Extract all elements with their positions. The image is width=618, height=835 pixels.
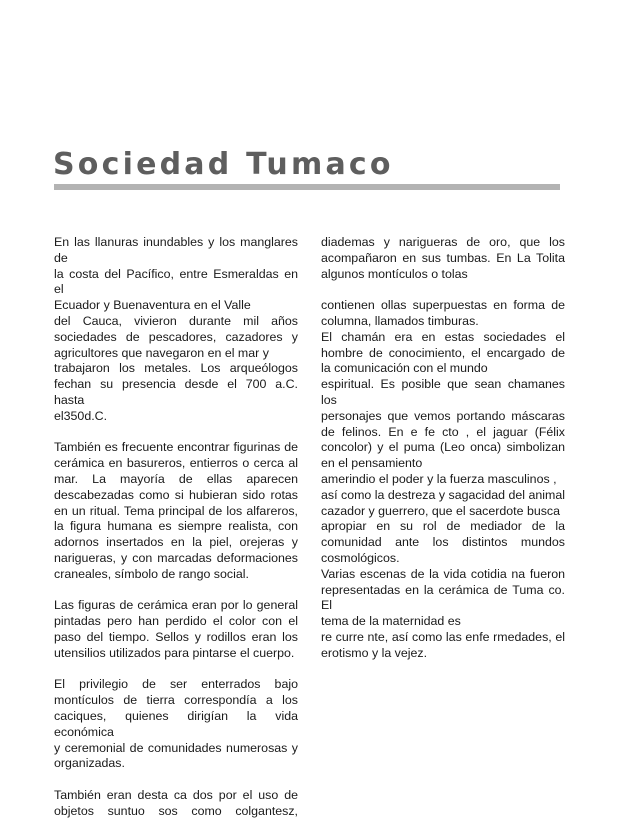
- text-line: agricultores que navegaron en el mar y: [54, 345, 269, 360]
- text-line: contienen ollas superpuestas en forma de: [321, 298, 565, 313]
- text-line: pintadas pero han perdido el color con el: [54, 614, 298, 629]
- page-title: Sociedad Tumaco: [53, 147, 394, 182]
- text-line: cazador y guerrero, que el sacerdote busca: [321, 503, 561, 518]
- text-line: Ecuador y Buenaventura en el Valle: [54, 298, 251, 313]
- text-line: acompañaron en sus tumbas. En La Tolita: [321, 250, 565, 265]
- text-line: la figura humana es siempre realista, con: [54, 519, 298, 534]
- text-line: El chamán era en estas sociedades el: [321, 329, 565, 344]
- text-line: mar. La mayoría de ellas aparecen: [54, 471, 298, 486]
- text-line: El privilegio de ser enterrados bajo: [54, 677, 298, 692]
- text-line: representadas en la cerámica de Tuma co. El: [321, 582, 565, 613]
- text-line: columna, llamados timburas.: [321, 313, 479, 328]
- text-line: narigueras, y con marcadas deformaciones: [54, 550, 298, 565]
- text-line: tema de la maternidad es: [321, 614, 461, 629]
- text-line: sociedades de pescadores, cazadores y: [54, 329, 298, 344]
- paragraph: [321, 298, 565, 661]
- text-line: caciques, quienes dirigían la vida económica: [54, 708, 298, 739]
- paragraph: [321, 235, 565, 282]
- text-line: Las figuras de cerámica eran por lo general: [54, 598, 298, 613]
- text-line: trabajaron los metales. Los arqueólogos: [54, 361, 298, 376]
- paragraph: [54, 598, 298, 661]
- right-column: [321, 235, 565, 662]
- text-line: y ceremonial de comunidades numerosas y: [54, 740, 298, 755]
- text-line: re curre nte, así como las enfe rmedades, el: [321, 629, 565, 644]
- text-line: objetos suntuo sos como colgantesz,: [54, 803, 298, 818]
- text-line: utensilios utilizados para pintarse el cuerpo.: [54, 645, 295, 660]
- text-line: concolor) y el puma (Leo onca) simbolizan: [321, 440, 565, 455]
- text-line: Varias escenas de la vida cotidia na fueron: [321, 566, 565, 581]
- text-line: comunidad ante los distintos mundos: [321, 535, 565, 550]
- text-line: personajes que vemos portando máscaras: [321, 408, 565, 423]
- text-line: erotismo y la vejez.: [321, 645, 428, 660]
- paragraph: [54, 440, 298, 582]
- text-line: hombre de conocimiento, el encargado de: [321, 345, 565, 360]
- text-line: paso del tiempo. Sellos y rodillos eran los: [54, 629, 298, 644]
- paragraph: [54, 235, 298, 425]
- text-line: montículos de tierra correspondía a los: [54, 693, 298, 708]
- paragraph: [54, 788, 298, 820]
- text-line: fechan su presencia desde el 700 a.C. hasta: [54, 377, 298, 407]
- text-line: diademas y narigueras de oro, que los: [321, 235, 565, 249]
- text-line: así como la destreza y sagacidad del animal: [321, 487, 565, 502]
- text-line: organizadas.: [54, 756, 125, 771]
- text-line: algunos montículos o tolas: [321, 266, 468, 281]
- text-line: También es frecuente encontrar figurinas de: [54, 440, 298, 455]
- text-line: en el pensamiento: [321, 456, 423, 471]
- text-line: apropiar en su rol de mediador de la: [321, 519, 565, 534]
- text-line: En las llanuras inundables y los manglares de: [54, 235, 298, 265]
- text-line: adornos insertados en la piel, orejeras y: [54, 535, 298, 550]
- text-line: el350d.C.: [54, 408, 108, 423]
- text-line: cosmológicos.: [321, 550, 400, 565]
- text-line: del Cauca, vivieron durante mil años: [54, 313, 298, 328]
- text-line: espiritual. Es posible que sean chamanes los: [321, 377, 565, 407]
- text-line: amerindio el poder y la fuerza masculinos ,: [321, 471, 557, 486]
- text-line: en un ritual. Tema principal de los alfareros,: [54, 503, 298, 518]
- text-line: la costa del Pacífico, entre Esmeraldas en el: [54, 266, 298, 297]
- left-column: [54, 235, 298, 835]
- paragraph: [54, 677, 298, 772]
- text-line: la comunicación con el mundo: [321, 361, 488, 376]
- text-line: cerámica en basureros, entierros o cerca al: [54, 456, 298, 471]
- text-line: craneales, símbolo de rango social.: [54, 566, 249, 581]
- text-line: de felinos. En e fe cto , el jaguar (Félix: [321, 424, 565, 439]
- title-underline: [54, 184, 560, 190]
- text-line: También eran desta ca dos por el uso de: [54, 787, 298, 802]
- text-line: descabezadas como si hubieran sido rotas: [54, 487, 298, 502]
